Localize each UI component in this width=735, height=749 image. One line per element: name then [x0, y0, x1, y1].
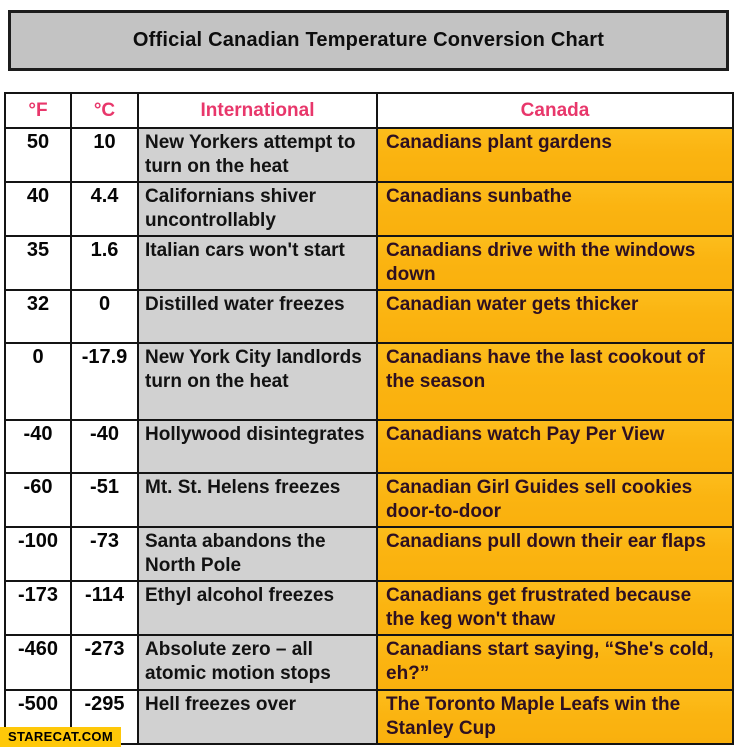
cell-international: Distilled water freezes: [138, 290, 377, 343]
cell-international: Santa abandons the North Pole: [138, 527, 377, 581]
cell-international: Italian cars won't start: [138, 236, 377, 290]
cell-canada: Canadians sunbathe: [377, 182, 733, 236]
cell-canada: Canadians watch Pay Per View: [377, 420, 733, 473]
cell-celsius: 4.4: [71, 182, 138, 236]
cell-canada: Canadians pull down their ear flaps: [377, 527, 733, 581]
cell-canada: Canadians plant gardens: [377, 128, 733, 182]
cell-celsius: -40: [71, 420, 138, 473]
cell-fahrenheit: -500: [5, 690, 71, 744]
title-bar: [8, 10, 729, 71]
cell-international: Absolute zero – all atomic motion stops: [138, 635, 377, 690]
temperature-conversion-table: [4, 92, 734, 745]
column-header-international: International: [138, 93, 377, 128]
cell-fahrenheit: -173: [5, 581, 71, 635]
cell-celsius: 1.6: [71, 236, 138, 290]
cell-celsius: -273: [71, 635, 138, 690]
table-row: [5, 290, 733, 343]
cell-international: Californians shiver uncontrollably: [138, 182, 377, 236]
cell-canada: The Toronto Maple Leafs win the Stanley Cup: [377, 690, 733, 744]
cell-celsius: -73: [71, 527, 138, 581]
cell-canada: Canadians have the last cookout of the season: [377, 343, 733, 420]
cell-fahrenheit: 32: [5, 290, 71, 343]
table-row: [5, 236, 733, 290]
header-row: [5, 93, 733, 128]
table-row: [5, 581, 733, 635]
table-row: [5, 527, 733, 581]
cell-celsius: -114: [71, 581, 138, 635]
cell-celsius: -51: [71, 473, 138, 527]
cell-canada: Canadians get frustrated because the keg won't thaw: [377, 581, 733, 635]
table-row: [5, 473, 733, 527]
cell-fahrenheit: 35: [5, 236, 71, 290]
cell-canada: Canadians drive with the windows down: [377, 236, 733, 290]
cell-fahrenheit: -100: [5, 527, 71, 581]
table-row: [5, 182, 733, 236]
cell-celsius: 0: [71, 290, 138, 343]
cell-fahrenheit: -60: [5, 473, 71, 527]
column-header-canada: Canada: [377, 93, 733, 128]
cell-international: New Yorkers attempt to turn on the heat: [138, 128, 377, 182]
cell-canada: Canadians start saying, “She's cold, eh?”: [377, 635, 733, 690]
cell-international: Ethyl alcohol freezes: [138, 581, 377, 635]
cell-international: Mt. St. Helens freezes: [138, 473, 377, 527]
table-row: [5, 635, 733, 690]
cell-celsius: -295: [71, 690, 138, 744]
page-title: Official Canadian Temperature Conversion Chart: [132, 29, 605, 51]
column-header-celsius: °C: [71, 93, 138, 128]
cell-celsius: -17.9: [71, 343, 138, 420]
cell-fahrenheit: 50: [5, 128, 71, 182]
table-row: [5, 343, 733, 420]
table-row: [5, 420, 733, 473]
cell-canada: Canadian Girl Guides sell cookies door-to-door: [377, 473, 733, 527]
watermark-badge: STARECAT.COM: [0, 727, 121, 747]
cell-fahrenheit: -40: [5, 420, 71, 473]
cell-fahrenheit: 40: [5, 182, 71, 236]
cell-international: New York City landlords turn on the heat: [138, 343, 377, 420]
cell-international: Hell freezes over: [138, 690, 377, 744]
cell-celsius: 10: [71, 128, 138, 182]
table-row: [5, 128, 733, 182]
cell-international: Hollywood disintegrates: [138, 420, 377, 473]
cell-fahrenheit: -460: [5, 635, 71, 690]
cell-fahrenheit: 0: [5, 343, 71, 420]
column-header-fahrenheit: °F: [5, 93, 71, 128]
cell-canada: Canadian water gets thicker: [377, 290, 733, 343]
